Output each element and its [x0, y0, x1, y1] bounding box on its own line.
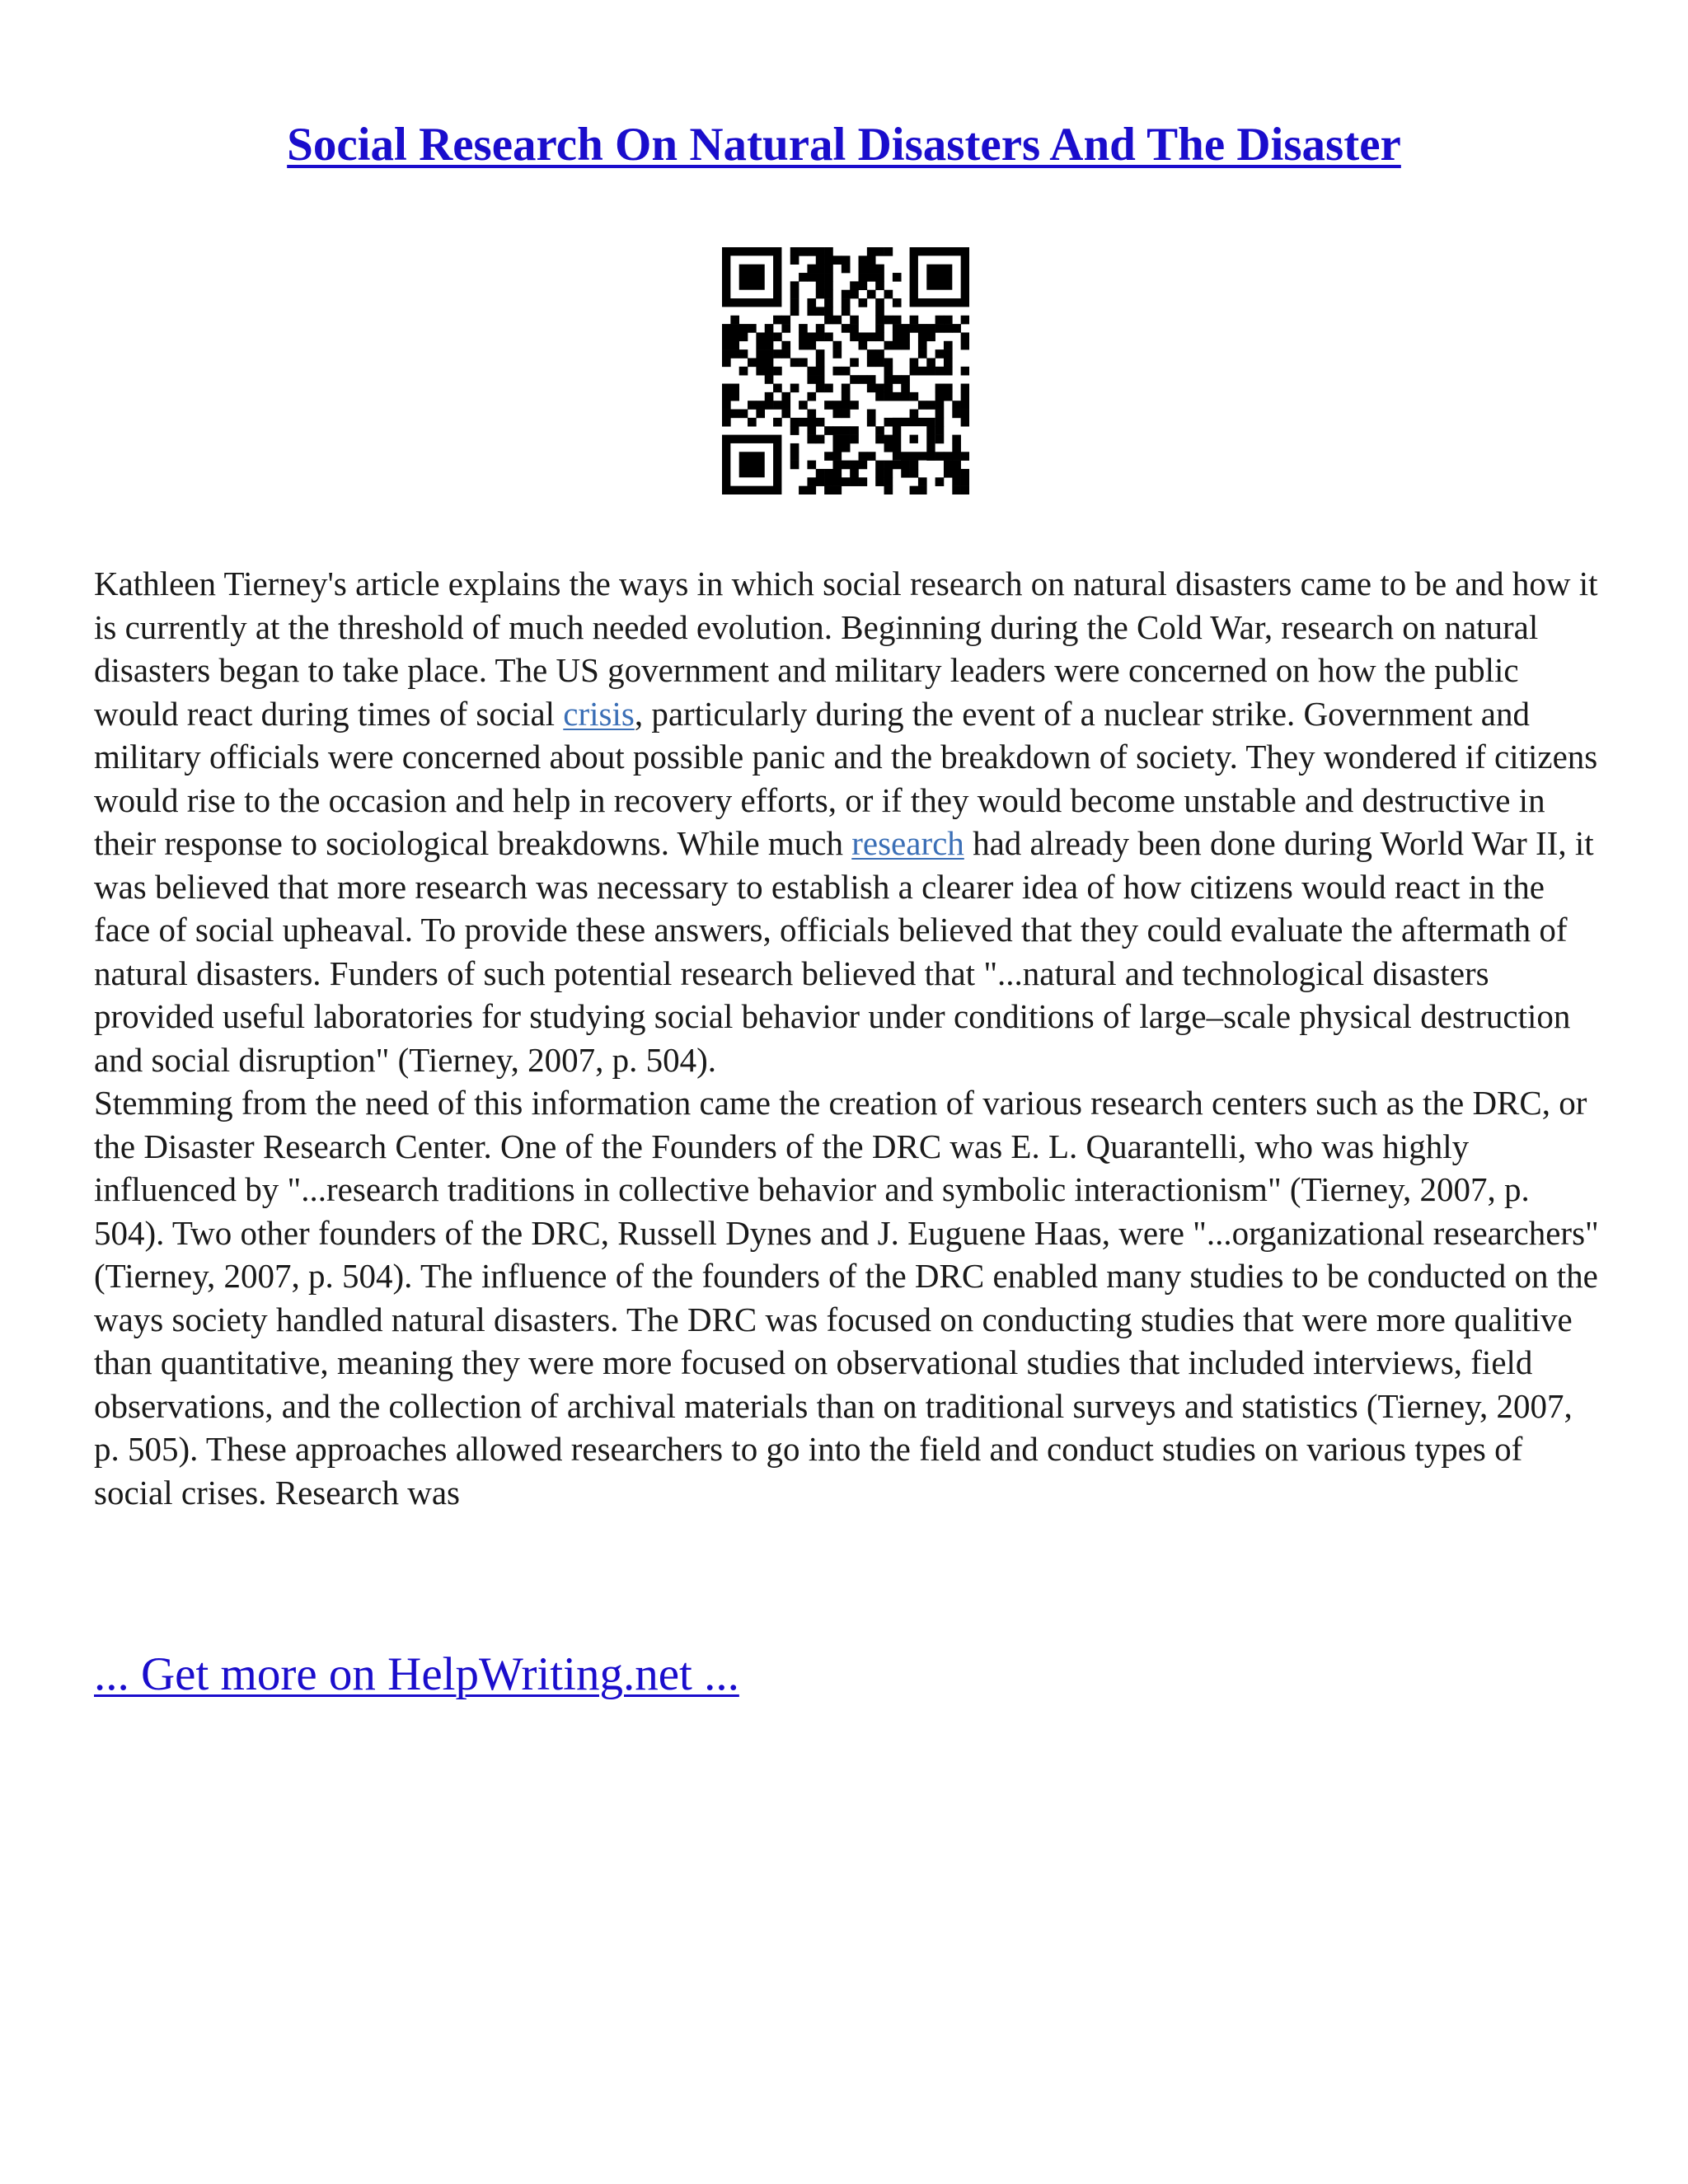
- document-title: [0, 115, 1688, 175]
- paragraph-1-part-3: had already been done during World War II, it was believed that more research was necessary to establish a clearer idea of how citizens would react in the face of social upheaval. To provide these answers, officials believed that they could evaluate the aftermath of natural disasters. Funders of such potential research believed that "...natural and technological disasters provided useful laboratories for studying social behavior under conditions of large–scale physical destruction and social disruption" (Tierney, 2007, p. 504).: [94, 824, 1594, 1079]
- paragraph-1-part-1: Kathleen Tierney's article explains the ways in which social research on natural disasters came to be and how it is currently at the threshold of much needed evolution. Beginning during the Cold War, research on natural disasters began to take place. The US government and military leaders were concerned on how the public would react during times of social: [94, 565, 1598, 733]
- title-link[interactable]: Social Research On Natural Disasters And The Disaster: [287, 119, 1401, 171]
- qr-code: [722, 247, 969, 494]
- get-more-link[interactable]: ... Get more on HelpWriting.net ...: [94, 1648, 739, 1700]
- paragraph-2: Stemming from the need of this information came the creation of various research centers such as the DRC, or the Disaster Research Center. One of the Founders of the DRC was E. L. Quarantelli, who was highly influenced by "...research traditions in collective behavior and symbolic interactionism" (Tierney, 2007, p. 504). Two other founders of the DRC, Russell Dynes and J. Euguene Haas, were "...organizational researchers" (Tierney, 2007, p. 504). The influence of the founders of the DRC enabled many studies to be conducted on the ways society handled natural disasters. The DRC was focused on conducting studies that were more qualitive than quantitative, meaning they were more focused on observational studies that included interviews, field observations, and the collection of archival materials than on traditional surveys and statistics (Tierney, 2007, p. 505). These approaches allowed researchers to go into the field and conduct studies on various types of social crises. Research was: [94, 1084, 1599, 1511]
- paragraph-1-part-2: , particularly during the event of a nuclear strike. Government and military officials were concerned about possible panic and the breakdown of society. They wondered if citizens would rise to the occasion and help in recovery efforts, or if they would become unstable and destructive in their response to sociological breakdowns. While much: [94, 694, 1598, 862]
- crisis-link[interactable]: crisis: [563, 694, 635, 733]
- paragraph-1: [94, 562, 1602, 1081]
- research-link[interactable]: research: [851, 824, 964, 862]
- more-link-container: [94, 1645, 739, 1704]
- article-body: [94, 562, 1602, 1514]
- qr-code-image: [722, 247, 969, 494]
